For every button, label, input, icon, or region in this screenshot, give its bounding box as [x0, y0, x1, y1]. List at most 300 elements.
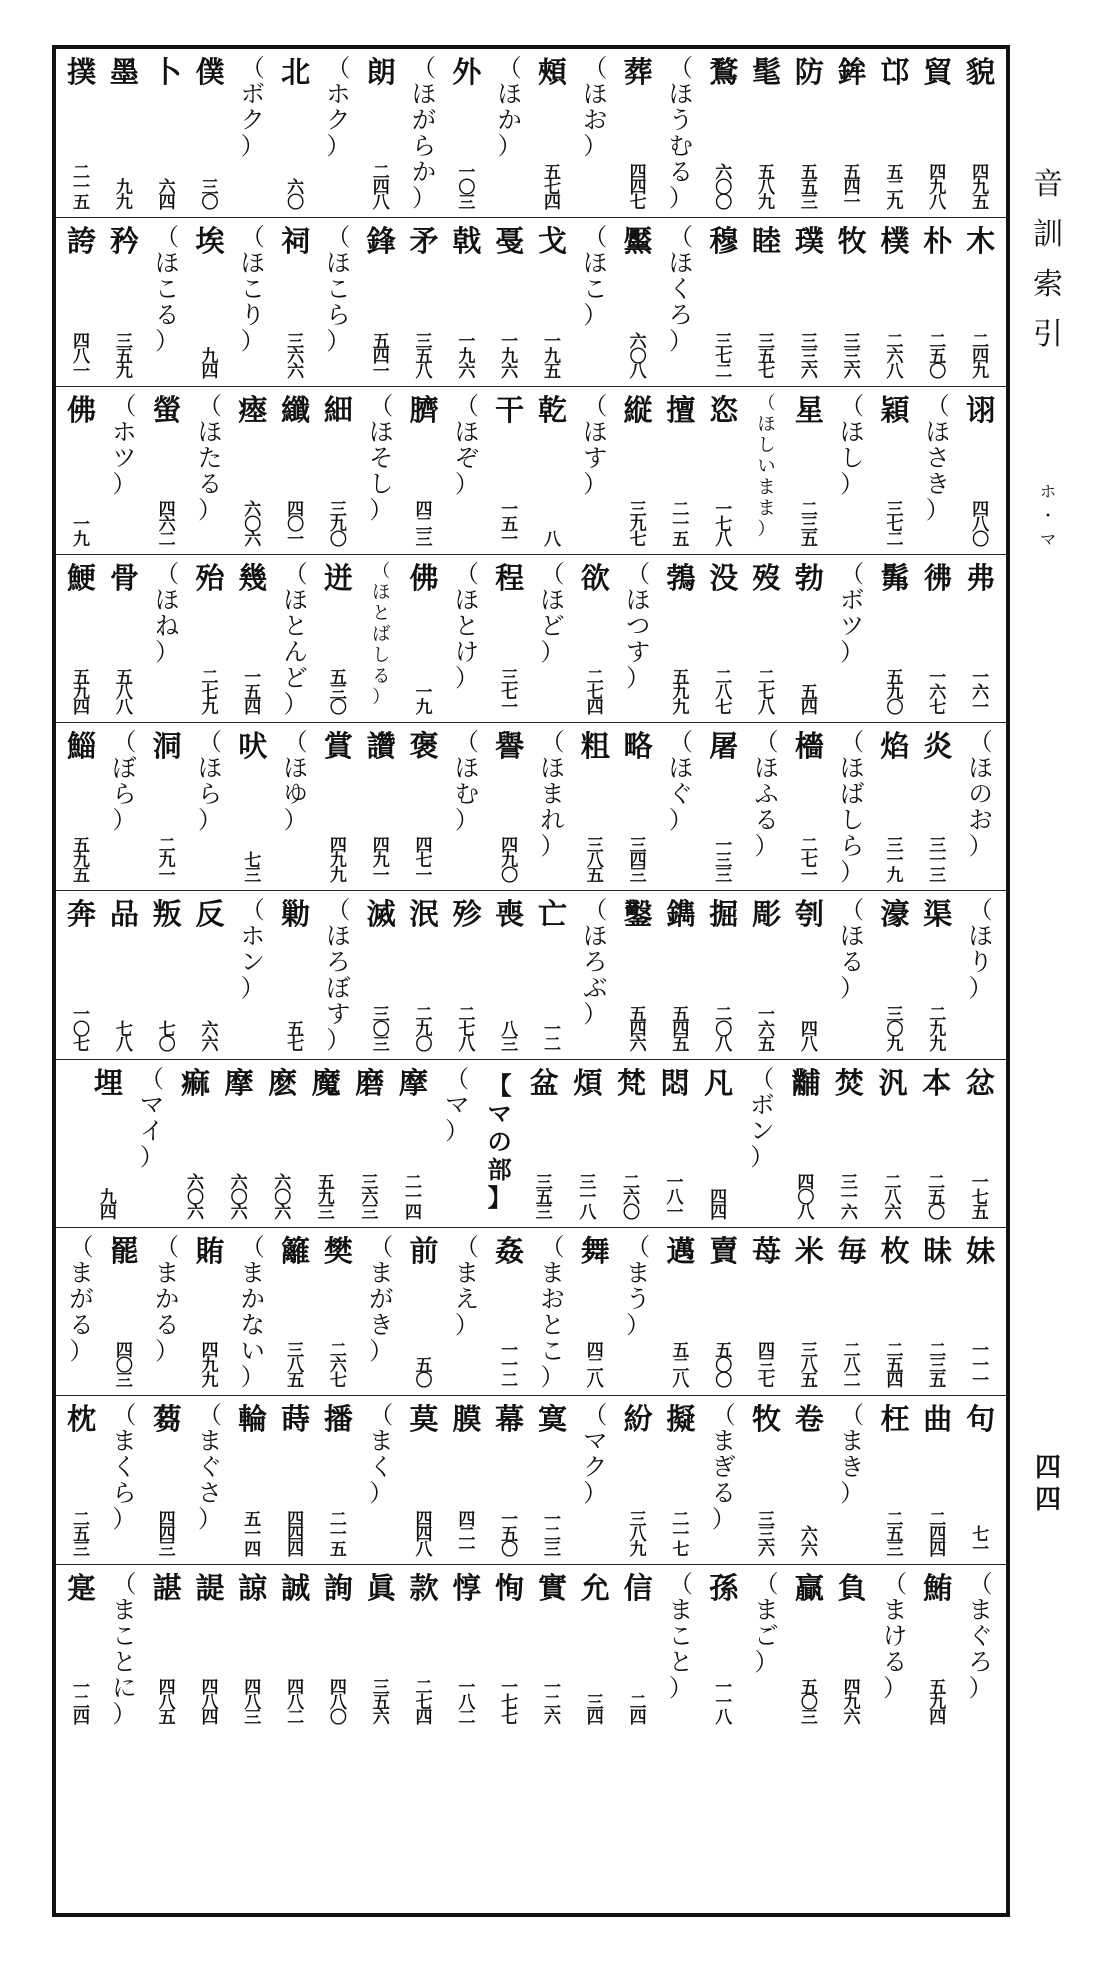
kanji-char: 梵	[616, 1065, 646, 1100]
page-ref: 二 一 七	[672, 1509, 690, 1558]
reading-label: （ ほ ま れ ）	[540, 729, 565, 861]
page-ref: 二 七 四	[586, 668, 604, 717]
index-row	[56, 890, 1006, 1058]
page-ref: 五 一 四	[244, 1509, 262, 1558]
reading-entry	[531, 1234, 574, 1389]
kanji-entry	[445, 55, 488, 211]
reading-entry	[617, 1234, 660, 1389]
kanji-char: 僕	[195, 55, 225, 89]
reading-entry	[831, 561, 874, 716]
kanji-entry	[274, 224, 317, 379]
kanji-char: 苺	[752, 1234, 782, 1269]
kanji-char: 盆	[529, 1065, 559, 1100]
kanji-char: 勦	[281, 897, 311, 932]
page-ref: 二 四 九	[972, 331, 990, 380]
page-ref: 五 三 〇	[329, 668, 347, 717]
kanji-char: 戞	[495, 224, 525, 259]
kanji-char: 寔	[67, 1570, 97, 1605]
reading-label: （ ま ぐ ろ ）	[968, 1570, 993, 1702]
kanji-entry	[274, 55, 317, 211]
kanji-entry	[531, 393, 574, 548]
page-ref: 一 〇 七	[73, 1004, 91, 1053]
kanji-entry	[189, 1234, 232, 1389]
page-ref: 五 四 一	[372, 331, 390, 380]
kanji-entry	[874, 393, 917, 548]
kanji-char: 枕	[67, 1402, 97, 1437]
kanji-entry	[874, 1234, 917, 1389]
kanji-entry	[788, 561, 831, 716]
kanji-char: 罷	[109, 1234, 139, 1269]
kanji-entry	[488, 1402, 531, 1557]
reading-entry	[274, 561, 317, 716]
reading-entry	[660, 729, 703, 884]
kanji-char: 卜	[152, 55, 182, 89]
kanji-char: 前	[409, 1234, 439, 1269]
page-ref: 三 五 八	[415, 331, 433, 380]
page-ref: 二 七 九	[201, 668, 219, 717]
kanji-char: 貌	[966, 55, 996, 89]
kanji-char: 殄	[452, 897, 482, 932]
kanji-entry	[488, 897, 531, 1052]
page-ref: 二 七 八	[458, 1004, 476, 1053]
kanji-entry	[702, 897, 745, 1052]
page-ref: 五 二 八	[672, 1341, 690, 1390]
index-row	[56, 1059, 1006, 1227]
page-ref: 一 二 四	[73, 1677, 91, 1726]
kanji-entry	[788, 897, 831, 1052]
page-ref: 九 四	[99, 1188, 117, 1222]
page-ref: 四 三 七	[758, 1341, 776, 1390]
index-row	[56, 554, 1006, 722]
kanji-char: 迸	[323, 560, 353, 595]
index-row	[56, 1564, 1006, 1732]
kanji-char: 褒	[409, 729, 439, 764]
reading-entry	[745, 393, 788, 548]
kanji-entry	[831, 1234, 874, 1389]
reading-label: （ ぼ ら ）	[112, 729, 137, 835]
kanji-entry	[274, 1571, 317, 1726]
kanji-entry	[274, 1234, 317, 1389]
reading-entry	[317, 224, 360, 379]
kanji-entry	[702, 1234, 745, 1389]
kanji-char: 邙	[880, 55, 910, 89]
section-range: ホ ・ マ	[1039, 482, 1056, 549]
kanji-char: 信	[623, 1570, 653, 1605]
kanji-char: 本	[922, 1065, 952, 1100]
kanji-char: 外	[452, 55, 482, 89]
page-ref: 三 五 九	[115, 331, 133, 380]
page-ref: 四 二 三	[415, 499, 433, 548]
kanji-char: 略	[623, 729, 653, 764]
kanji-entry	[745, 55, 788, 211]
kanji-entry	[403, 1234, 446, 1389]
kanji-char: 鮪	[923, 1570, 953, 1605]
kanji-char: 瘞	[238, 392, 268, 427]
reading-label: （ ま こ と に ）	[112, 1570, 137, 1726]
kanji-entry	[189, 561, 232, 716]
page-ref: 五 九 四	[73, 668, 91, 717]
reading-entry	[959, 897, 1002, 1052]
page-ref: 三 五 六	[372, 1677, 390, 1726]
kanji-char: 渠	[923, 897, 953, 932]
kanji-char: 昧	[923, 1234, 953, 1269]
reading-entry	[189, 729, 232, 884]
kanji-entry	[959, 224, 1002, 379]
page-ref: 四 〇 三	[115, 1341, 133, 1390]
kanji-char: 黶	[623, 224, 653, 259]
kanji-entry	[874, 1402, 917, 1557]
kanji-entry	[831, 55, 874, 211]
kanji-entry	[392, 1066, 436, 1221]
page-ref: 七 三	[244, 851, 262, 885]
page-ref: 一 五 四	[244, 668, 262, 717]
kanji-char: 眞	[366, 1570, 396, 1605]
page-ref: 四 六 二	[158, 499, 176, 548]
kanji-entry	[60, 561, 103, 716]
kanji-entry	[146, 393, 189, 548]
kanji-entry	[60, 897, 103, 1052]
kanji-entry	[916, 561, 959, 716]
kanji-entry	[831, 224, 874, 379]
page-ref: 六 〇 六	[230, 1173, 248, 1222]
kanji-entry	[189, 897, 232, 1052]
page-ref: 九 九	[115, 178, 133, 212]
kanji-char: 姦	[495, 1234, 525, 1269]
page-ref: 二 四 八	[372, 163, 390, 212]
reading-label: （ ま ぐ さ ）	[197, 1402, 222, 1534]
kanji-char: 歿	[752, 560, 782, 595]
kanji-char: 程	[495, 560, 525, 595]
kanji-char: 摩	[398, 1065, 428, 1100]
reading-label: （ ホ ク ）	[326, 55, 351, 160]
reading-label: （ ほ つ す ）	[626, 560, 651, 692]
page-ref: 四 四 四	[287, 1509, 305, 1558]
kanji-entry	[103, 1234, 146, 1389]
kanji-entry	[784, 1066, 828, 1221]
section-header-label: 【 マ の 部 】	[487, 1070, 514, 1212]
kanji-char: 擬	[666, 1402, 696, 1437]
reading-entry	[231, 55, 274, 211]
reading-entry	[874, 1571, 917, 1726]
page-ref: 三 五 七	[758, 331, 776, 380]
page-ref: 二 八 二	[843, 1341, 861, 1390]
page-ref: 五 四 五	[672, 1004, 690, 1053]
kanji-entry	[146, 1571, 189, 1726]
kanji-char: 妹	[966, 1234, 996, 1269]
kanji-char: 枉	[880, 1402, 910, 1437]
kanji-char: 細	[323, 392, 353, 427]
reading-entry	[574, 897, 617, 1052]
page-ref: 二 三 五	[929, 1341, 947, 1390]
reading-label: （ ほ ら ）	[197, 729, 222, 835]
kanji-entry	[488, 224, 531, 379]
page-ref: 七 一	[972, 1524, 990, 1558]
page-ref: 一 九 六	[458, 331, 476, 380]
kanji-char: 埋	[93, 1065, 123, 1100]
page-ref: 四 〇 一	[287, 499, 305, 548]
kanji-entry	[745, 1234, 788, 1389]
kanji-entry	[828, 1066, 872, 1221]
reading-label: （ ほ く ろ ）	[668, 224, 693, 356]
reading-label: （ ほ と ん ど ）	[283, 560, 308, 717]
page-ref: 三 七 二	[715, 331, 733, 380]
reading-entry	[130, 1066, 174, 1221]
reading-label: （ ほ う む る ）	[668, 55, 693, 212]
reading-entry	[146, 561, 189, 716]
reading-label: （ ま ご ）	[754, 1570, 779, 1676]
page-ref: 四 九 九	[329, 836, 347, 885]
kanji-char: 牧	[752, 1402, 782, 1437]
page-ref: 二 一 五	[73, 163, 91, 212]
kanji-entry	[231, 561, 274, 716]
kanji-entry	[531, 1571, 574, 1726]
kanji-entry	[146, 897, 189, 1052]
page-ref: 六 四	[158, 178, 176, 212]
kanji-entry	[60, 393, 103, 548]
page-ref: 四 九 九	[201, 1341, 219, 1390]
reading-label: （ ほ と け ）	[454, 560, 479, 692]
reading-label: （ ほ ゆ ）	[283, 729, 308, 835]
page-ref: 四 二 一	[458, 1509, 476, 1558]
page-ref: 一 一 八	[715, 1677, 733, 1726]
kanji-entry	[702, 55, 745, 211]
page-ref: 六 〇 六	[244, 499, 262, 548]
kanji-char: 焰	[880, 729, 910, 764]
kanji-char: 鉾	[837, 55, 867, 89]
kanji-entry	[174, 1066, 218, 1221]
kanji-char: 防	[794, 55, 824, 89]
kanji-entry	[660, 561, 703, 716]
kanji-char: 没	[709, 560, 739, 595]
reading-entry	[574, 393, 617, 548]
reading-entry	[360, 561, 403, 716]
kanji-char: 牧	[837, 224, 867, 259]
reading-label: （ ほ む ）	[454, 729, 479, 835]
kanji-entry	[261, 1066, 305, 1221]
reading-label: （ ほ ろ ぼ す ）	[326, 897, 351, 1053]
kanji-entry	[745, 224, 788, 379]
kanji-char: 籬	[281, 1234, 311, 1269]
page-ref: 六 〇	[287, 178, 305, 212]
kanji-entry	[231, 393, 274, 548]
page-ref: 三 六 三	[361, 1173, 379, 1222]
kanji-entry	[617, 393, 660, 548]
reading-label: （ ホ ツ ）	[112, 392, 137, 498]
page-ref: 三 五 三	[535, 1173, 553, 1222]
page-ref: 三 八 五	[800, 1341, 818, 1390]
kanji-entry	[87, 1066, 131, 1221]
kanji-entry	[959, 1402, 1002, 1557]
page-ref: 七 八	[115, 1019, 133, 1053]
kanji-char: 諟	[195, 1570, 225, 1605]
kanji-char: 卷	[794, 1402, 824, 1437]
page-ref: 一 九	[415, 683, 433, 717]
kanji-char: 膜	[452, 1402, 482, 1437]
page-ref: 五 九 四	[929, 1677, 947, 1726]
reading-label: （ ま ぎ る ）	[711, 1402, 736, 1534]
page-ref: 四 八	[800, 1019, 818, 1053]
kanji-char: 撲	[67, 55, 97, 89]
kanji-char: 祠	[281, 224, 311, 259]
page-ref: 三 八 五	[287, 1341, 305, 1390]
reading-entry	[317, 55, 360, 211]
reading-label: （ ほ こ る ）	[155, 224, 180, 356]
kanji-char: 葬	[623, 55, 653, 89]
page-ref: 三 〇	[201, 178, 219, 212]
reading-entry	[103, 393, 146, 548]
page-ref: 三 八 九	[629, 1509, 647, 1558]
reading-entry	[531, 729, 574, 884]
page-ref: 一 九	[73, 514, 91, 548]
kanji-entry	[788, 1234, 831, 1389]
reading-label: （ ま が き ）	[369, 1234, 394, 1366]
kanji-entry	[874, 224, 917, 379]
kanji-entry	[103, 224, 146, 379]
page-ref: 五 二 九	[886, 163, 904, 212]
page-ref: 四 四	[710, 1188, 728, 1222]
kanji-entry	[488, 729, 531, 884]
kanji-entry	[445, 897, 488, 1052]
kanji-char: 鐫	[666, 897, 696, 932]
page-ref: 一 五 一	[501, 499, 519, 548]
reading-entry	[574, 224, 617, 379]
kanji-entry	[617, 224, 660, 379]
kanji-entry	[403, 729, 446, 884]
reading-label: （ ほ か ）	[497, 55, 522, 160]
kanji-char: 勃	[794, 560, 824, 595]
kanji-entry	[958, 1066, 1002, 1221]
reading-entry	[831, 393, 874, 548]
kanji-char: 曲	[923, 1402, 953, 1437]
kanji-entry	[574, 561, 617, 716]
page-ref: 二 六 〇	[622, 1173, 640, 1222]
reading-entry	[435, 1066, 479, 1221]
kanji-char: 貿	[923, 55, 953, 89]
page-ref: 五 四 六	[629, 1004, 647, 1053]
kanji-entry	[660, 897, 703, 1052]
kanji-char: 焚	[834, 1065, 864, 1100]
page-ref: 二 九 一	[158, 836, 176, 885]
page-ref: 三 九 七	[629, 499, 647, 548]
reading-label: （ ま き ）	[840, 1402, 865, 1508]
kanji-entry	[874, 897, 917, 1052]
kanji-char: 骨	[109, 560, 139, 595]
kanji-char: 叛	[152, 897, 182, 932]
kanji-entry	[915, 1066, 959, 1221]
kanji-char: 寞	[537, 1402, 567, 1437]
kanji-entry	[231, 1571, 274, 1726]
kanji-char: 播	[323, 1402, 353, 1437]
kanji-entry	[317, 729, 360, 884]
kanji-char: 孫	[709, 1570, 739, 1605]
kanji-entry	[360, 224, 403, 379]
kanji-entry	[274, 393, 317, 548]
kanji-entry	[317, 393, 360, 548]
page-ref: 四 八 四	[201, 1677, 219, 1726]
page-ref: 六 〇 六	[274, 1173, 292, 1222]
kanji-char: 紛	[623, 1402, 653, 1437]
page-ref: 三 一 六	[840, 1173, 858, 1222]
page-ref: 二 五 〇	[929, 331, 947, 380]
kanji-entry	[788, 1402, 831, 1557]
page-ref: 四 八 三	[244, 1677, 262, 1726]
kanji-entry	[831, 1571, 874, 1726]
kanji-char: 樊	[323, 1234, 353, 1269]
kanji-entry	[916, 1234, 959, 1389]
page-ref: 二 〇 八	[715, 1004, 733, 1053]
kanji-char: 鋒	[366, 224, 396, 259]
kanji-entry	[360, 1571, 403, 1726]
kanji-char: 品	[109, 897, 139, 932]
kanji-entry	[788, 224, 831, 379]
page-ref: 三 三 六	[843, 331, 861, 380]
kanji-char: 贏	[794, 1570, 824, 1605]
page-ref: 三 九 〇	[329, 499, 347, 548]
kanji-entry	[146, 729, 189, 884]
reading-entry	[103, 1402, 146, 1557]
page-ref: 五 八 九	[758, 163, 776, 212]
page-ref: 四 七 一	[415, 836, 433, 885]
reading-label: （ ほ さ き ）	[925, 392, 950, 524]
kanji-char: 奔	[67, 897, 97, 932]
reading-label: （ ほ ば し ら ）	[840, 729, 865, 885]
kanji-char: 諶	[152, 1570, 182, 1605]
reading-entry	[488, 55, 531, 211]
reading-label: （ ほ ぞ ）	[454, 392, 479, 498]
kanji-char: 黼	[791, 1065, 821, 1100]
kanji-entry	[788, 729, 831, 884]
page-ref: 四 九 六	[843, 1677, 861, 1726]
page-ref: 四 八 一	[73, 331, 91, 380]
kanji-entry	[702, 729, 745, 884]
page-ref: 三 〇 三	[372, 1004, 390, 1053]
kanji-entry	[788, 1571, 831, 1726]
kanji-char: 粗	[580, 729, 610, 764]
kanji-char: 譽	[495, 729, 525, 764]
reading-entry	[189, 393, 232, 548]
reading-label: （ ほ ぐ ）	[668, 729, 693, 835]
kanji-entry	[403, 1402, 446, 1557]
page-ref: 一 二	[543, 1019, 561, 1053]
kanji-char: 誇	[67, 224, 97, 259]
page-ref: 二 九 九	[929, 1004, 947, 1053]
kanji-entry	[574, 1571, 617, 1726]
kanji-entry	[189, 55, 232, 211]
page-ref: 二 七 一	[800, 836, 818, 885]
kanji-entry	[916, 1402, 959, 1557]
reading-label: （ ほ る ）	[840, 897, 865, 1003]
kanji-entry	[788, 55, 831, 211]
reading-entry	[445, 561, 488, 716]
kanji-char: 反	[195, 897, 225, 932]
kanji-char: 舞	[580, 1234, 610, 1269]
page-ref: 五 九 九	[672, 668, 690, 717]
reading-entry	[574, 55, 617, 211]
reading-entry	[360, 393, 403, 548]
kanji-entry	[531, 55, 574, 211]
reading-label: （ ほ し い ま ま ）	[757, 392, 776, 540]
kanji-char: 穆	[709, 224, 739, 259]
kanji-entry	[146, 1402, 189, 1557]
page-ref: 七 〇	[158, 1019, 176, 1053]
page-number: 四 四	[1034, 1453, 1061, 1515]
kanji-char: 埃	[195, 224, 225, 259]
reading-entry	[831, 1402, 874, 1557]
page-ref: 二 七 四	[415, 1677, 433, 1726]
kanji-entry	[348, 1066, 392, 1221]
page-ref: 一 一 二	[501, 1341, 519, 1390]
reading-entry	[745, 1571, 788, 1726]
